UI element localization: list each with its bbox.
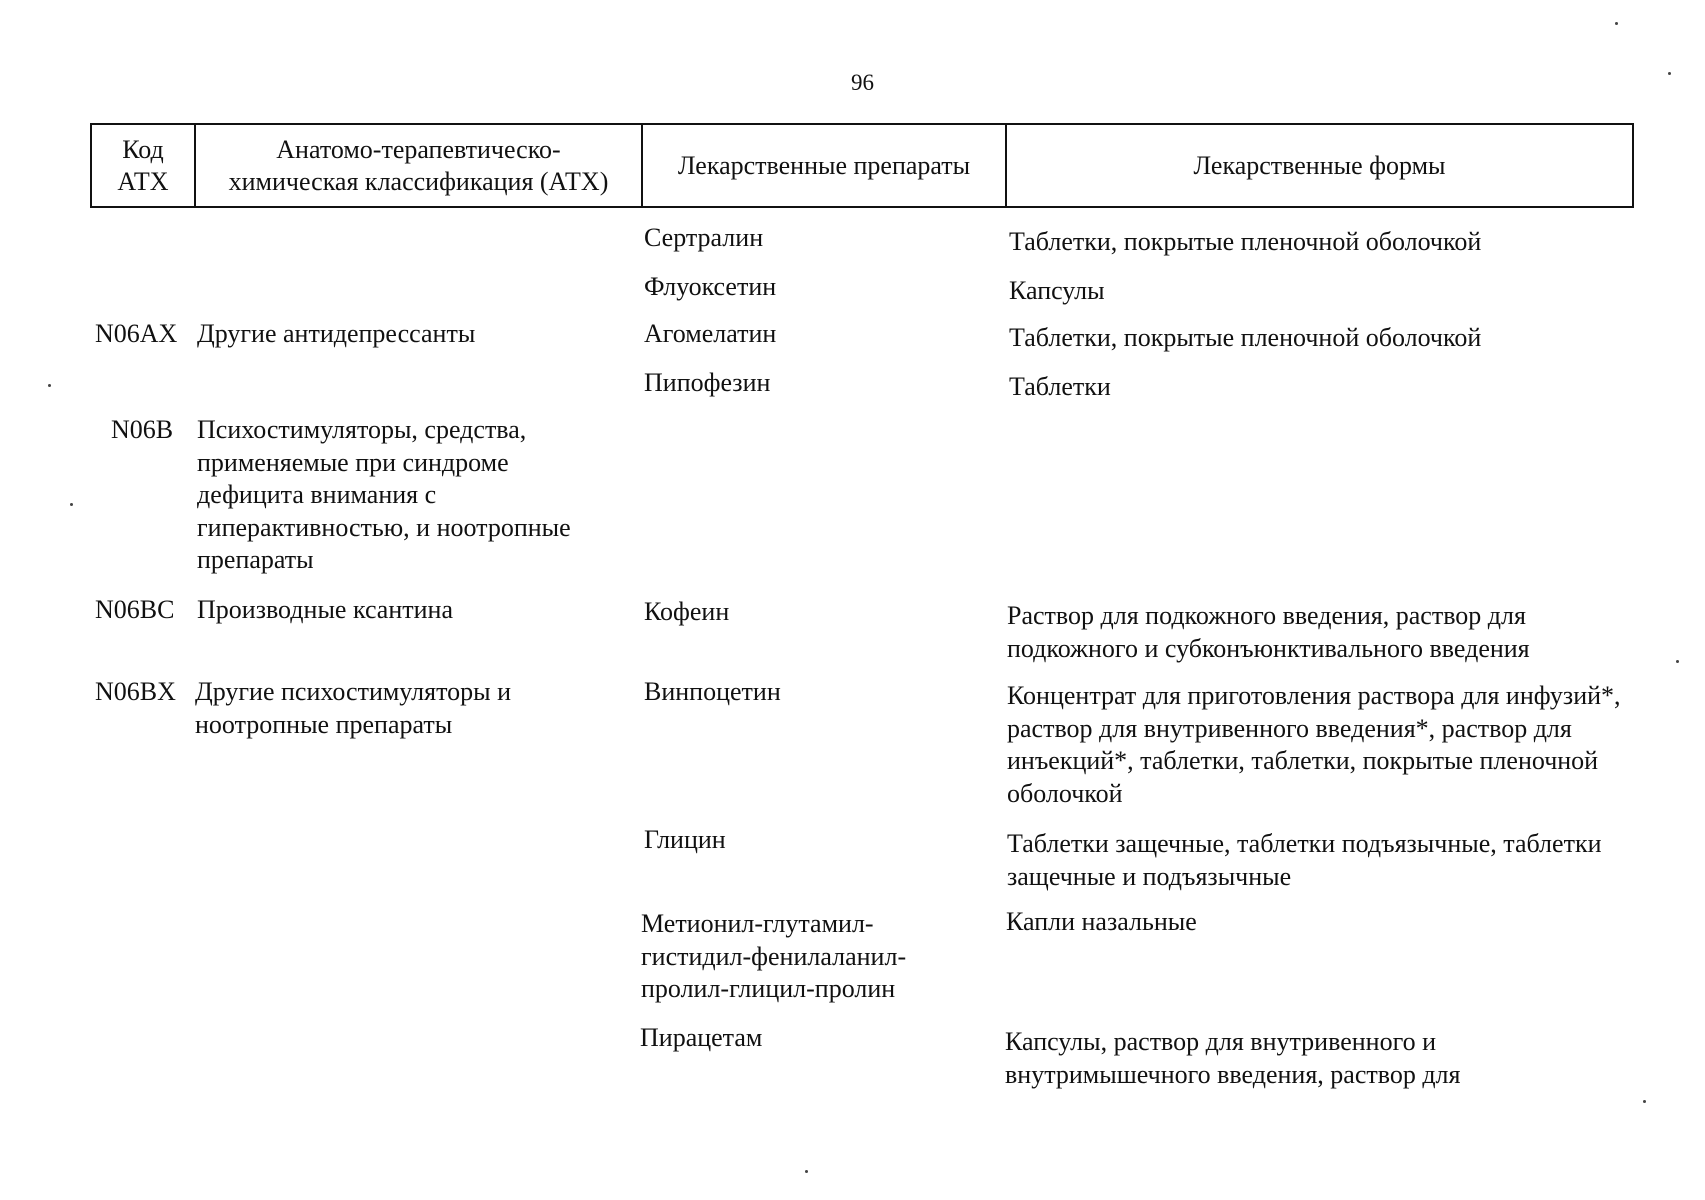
header-dosage-forms: Лекарственные формы <box>1193 150 1446 180</box>
header-drugs: Лекарственные препараты <box>643 125 1007 206</box>
row-code: N06BX <box>95 677 176 706</box>
row-drug: Агомелатин <box>644 319 777 348</box>
header-atx-classification: Анатомо-терапевтическо- химическая классификация (АТХ) <box>196 125 643 206</box>
row-code: N06B <box>110 415 174 444</box>
row-form: Концентрат для приготовления раствора для инфузий*, раствор для внутривенного введения*, раствор для инъекций*, таблетки, таблетки, покрытые пленочной оболочкой <box>1007 681 1621 808</box>
row-form: Капсулы, раствор для внутривенного и внутримышечного введения, раствор для <box>1005 1027 1461 1089</box>
row-atx: Другие психостимуляторы и ноотропные препараты <box>195 677 511 739</box>
row-atx: Психостимуляторы, средства, применяемые при синдроме дефицита внимания с гиперактивностью, и ноотропные препараты <box>197 415 571 574</box>
row-code: N06BC <box>95 595 175 624</box>
header-code: Код АТХ <box>92 125 196 206</box>
row-drug: Флуоксетин <box>644 272 777 301</box>
row-form: Таблетки <box>1009 372 1111 401</box>
row-form: Таблетки, покрытые пленочной оболочкой <box>1009 227 1482 256</box>
row-atx: Производные ксантина <box>197 595 453 624</box>
row-drug: Пипофезин <box>644 368 771 397</box>
table-header <box>90 123 1634 208</box>
page-number: 96 <box>851 70 874 95</box>
row-atx: Другие антидепрессанты <box>197 319 476 348</box>
row-form: Раствор для подкожного введения, раствор для подкожного и субконъюнктивального введения <box>1007 601 1530 663</box>
row-code: N06AX <box>95 319 178 348</box>
scan-speck <box>70 503 73 506</box>
row-form: Капсулы <box>1009 276 1105 305</box>
scan-speck <box>48 384 51 387</box>
row-drug: Винпоцетин <box>644 677 781 706</box>
row-drug: Метионил-глутамил-гистидил-фенилаланил-пролил-глицил-пролин <box>641 909 907 1003</box>
row-form: Таблетки, покрытые пленочной оболочкой <box>1009 323 1482 352</box>
scan-speck <box>1643 1100 1646 1103</box>
row-form: Таблетки защечные, таблетки подъязычные, таблетки защечные и подъязычные <box>1007 829 1602 891</box>
scan-speck <box>805 1170 808 1173</box>
scan-speck <box>1676 660 1679 663</box>
row-drug: Кофеин <box>644 597 730 626</box>
row-drug: Пирацетам <box>640 1023 763 1052</box>
row-form: Капли назальные <box>1006 907 1197 936</box>
scan-speck <box>1615 22 1618 25</box>
row-drug: Сертралин <box>644 223 764 252</box>
row-drug: Глицин <box>644 825 726 854</box>
scan-speck <box>1668 72 1671 75</box>
